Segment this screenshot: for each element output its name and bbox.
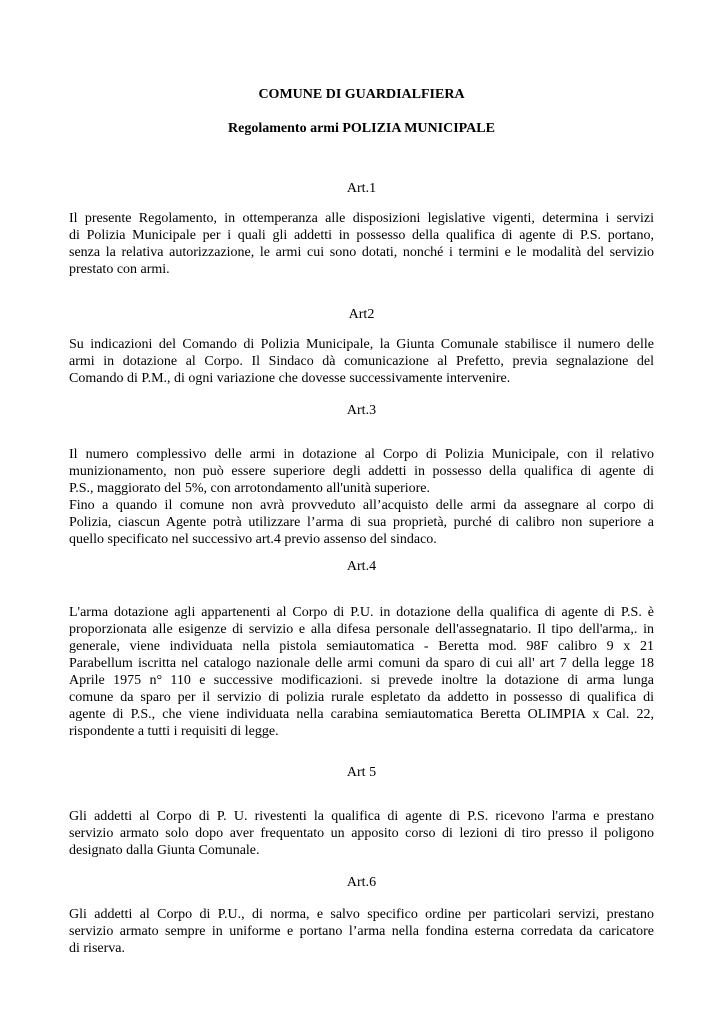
article-6-line: Gli addetti al Corpo di P.U., di norma, e salvo specifico ordine per particolari servizi, prestano: [69, 907, 654, 922]
article-4-line: proporzionata alle esigenze di servizio e alla difesa personale dell'assegnatario. Il tipo dell'arma,. in: [69, 622, 654, 637]
article-4-line: rispondente a tutti i requisiti di legge.: [69, 724, 279, 739]
article-4-heading: Art.4: [346, 559, 377, 574]
article-3-body: [69, 446, 654, 548]
article-1-line: Il presente Regolamento, in ottemperanza alle disposizioni legislative vigenti, determina i servizi: [69, 211, 654, 226]
article-2-body: [69, 336, 654, 387]
article-3-line: Polizia, ciascun Agente potrà utilizzare l’arma di sua proprietà, purché di calibro non superiore a: [69, 515, 654, 530]
article-5-line: servizio armato solo dopo aver frequentato un apposito corso di lezioni di tiro presso il poligono: [69, 826, 654, 841]
article-4-line: Parabellum iscritta nel catalogo nazionale delle armi comuni da sparo di cui all' art 7 della legge 18: [69, 656, 654, 671]
article-4-line: agente di P.S., che viene individuata nella carabina semiautomatica Beretta OLIMPIA x Cal. 22,: [69, 707, 654, 722]
article-3-line: munizionamento, non può essere superiore degli addetti in possesso della qualifica di agente di: [69, 464, 654, 479]
article-1-body: [69, 210, 654, 278]
article-4-line: comune da sparo per il servizio di polizia rurale espletato da addetto in possesso di qualifica di: [69, 690, 654, 705]
article-6-line: servizio armato sempre in uniforme e portano l’arma nella fondina esterna corredata da caricatore: [69, 924, 654, 939]
article-1-heading: Art.1: [346, 181, 377, 196]
article-3-line: Il numero complessivo delle armi in dotazione al Corpo di Polizia Municipale, con il relativo: [69, 447, 654, 462]
article-6-heading: Art.6: [346, 875, 377, 890]
article-2-heading: Art2: [348, 307, 375, 322]
article-4-line: Aprile 1975 n° 110 e successive modificazioni. si prevede inoltre la dotazione di arma lunga: [69, 673, 654, 688]
article-2-line: Su indicazioni del Comando di Polizia Municipale, la Giunta Comunale stabilisce il numero delle: [69, 337, 654, 352]
article-3-line: P.S., maggiorato del 5%, con arrotondamento all'unità superiore.: [69, 481, 430, 496]
article-6-body: [69, 906, 654, 957]
article-1-line: prestato con armi.: [69, 262, 170, 277]
article-4-body: [69, 604, 654, 740]
article-6-line: di riserva.: [69, 941, 125, 956]
document-title: COMUNE DI GUARDIALFIERA: [258, 87, 465, 102]
article-1-line: senza la relativa autorizzazione, le armi cui sono dotati, nonché i termini e le modalità del servizio: [69, 245, 654, 260]
article-2-line: armi in dotazione al Corpo. Il Sindaco dà comunicazione al Prefetto, previa segnalazione del: [69, 354, 654, 369]
article-2-line: Comando di P.M., di ogni variazione che dovesse successivamente intervenire.: [69, 371, 511, 386]
article-3-line: quello specificato nel successivo art.4 previo assenso del sindaco.: [69, 532, 437, 547]
article-4-line: generale, viene individuata nella pistola semiautomatica - Beretta mod. 98F calibro 9 x 21: [69, 639, 654, 654]
article-3-line: Fino a quando il comune non avrà provveduto all’acquisto delle armi da assegnare al corpo di: [69, 498, 654, 513]
article-5-heading: Art 5: [346, 765, 377, 780]
article-5-line: designato dalla Giunta Comunale.: [69, 843, 260, 858]
article-3-heading: Art.3: [346, 403, 377, 418]
document-subtitle: Regolamento armi POLIZIA MUNICIPALE: [228, 121, 495, 136]
article-5-line: Gli addetti al Corpo di P. U. rivestenti la qualifica di agente di P.S. ricevono l'arma e prestano: [69, 809, 654, 824]
article-5-body: [69, 808, 654, 859]
article-1-line: di Polizia Municipale per i quali gli addetti in possesso della qualifica di agente di P.S. portano,: [69, 228, 654, 243]
article-4-line: L'arma dotazione agli appartenenti al Corpo di P.U. in dotazione della qualifica di agente di P.S. è: [69, 605, 654, 620]
